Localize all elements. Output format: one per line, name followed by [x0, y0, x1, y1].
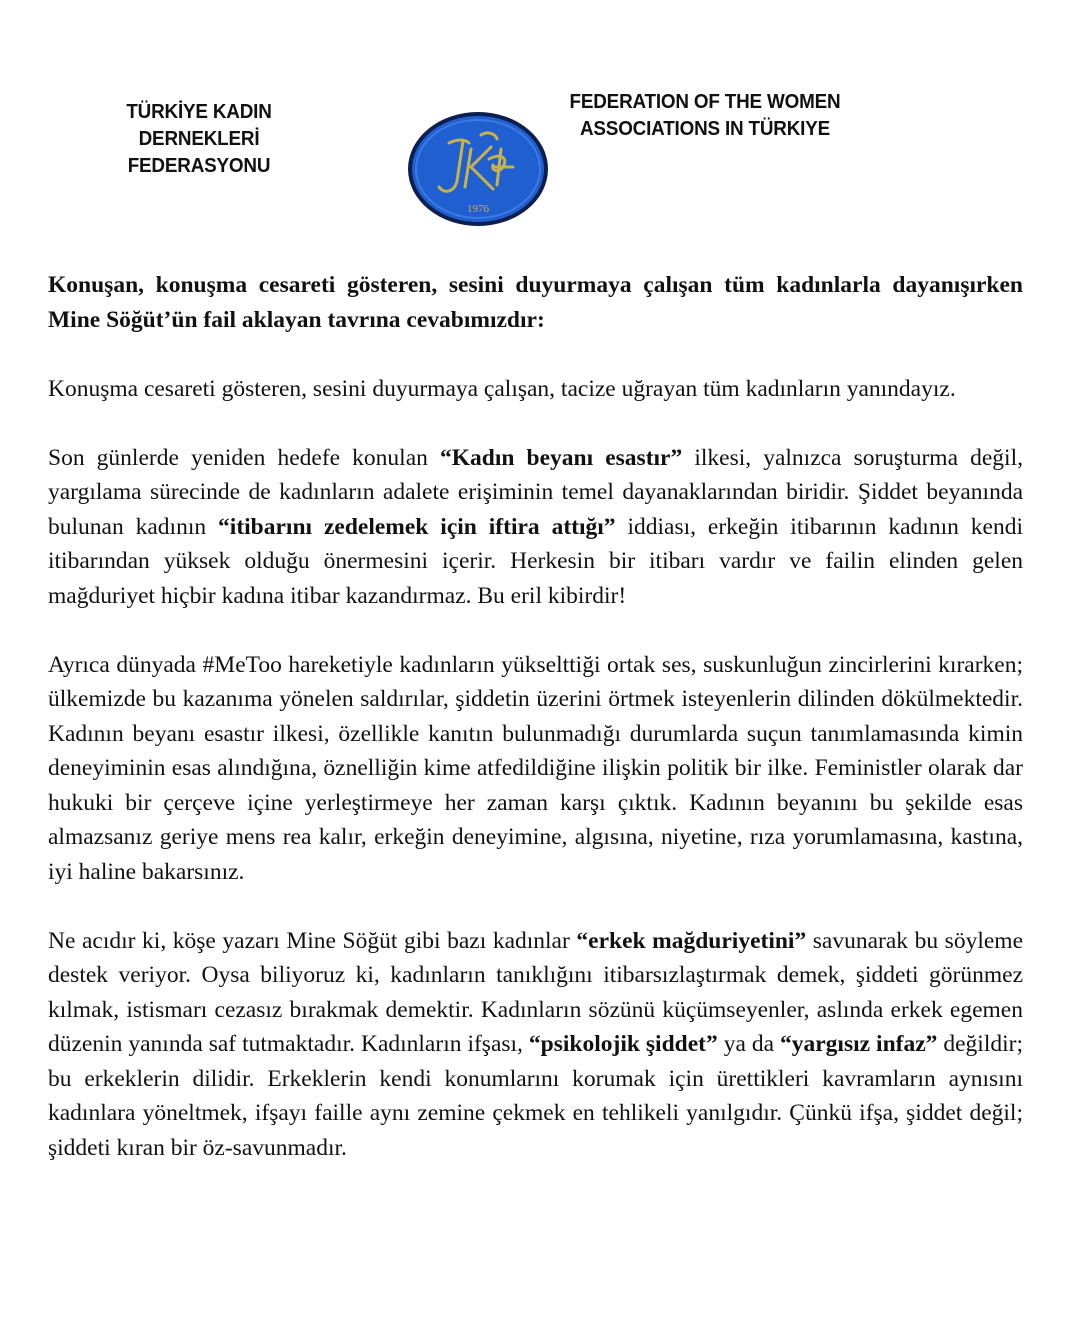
p2-text-2: ilkesi, yalnızca soruşturma değil, yargılama sürecinde de kadınların adalete erişiminin temel dayanaklarından biridir. Şiddet beyanında bulunan kadının — [48, 444, 1023, 540]
statement-body — [48, 268, 1023, 1165]
paragraph-metoo: Ayrıca dünyada #MeToo hareketiyle kadınların yükselttiği ortak ses, suskunluğun zincirlerini kırarken; ülkemizde bu kazanıma yönelen saldırılar, şiddetin üzerini örtmek isteyenlerin dilinden dökülmektedir. Kadının beyanı esastır ilkesi, özellikle kanıtın bulunmadığı durumlarda suçun tanımlamasında kimin deneyiminin esas alındığına, öznelliğin kime atfedildiğine ilişkin politik bir ilke. Feministler olarak dar hukuki bir çerçeve içine yerleştirmeye her zaman karşı çıktık. Kadının beyanını bu şekilde esas almazsanız geriye mens rea kalır, erkeğin deneyimine, algısına, niyetine, rıza yorumlamasına, kastına, iyi haline bakarsınız. — [48, 651, 1023, 885]
p4-emphasis-1: “erkek mağduriyetini” — [576, 927, 807, 954]
org-name-turkish-line2: FEDERASYONU — [127, 154, 271, 177]
p2-emphasis-2: “itibarını zedelemek için iftira attığı” — [218, 513, 616, 540]
logo-year: 1976 — [467, 203, 489, 215]
p4-text-2: savunarak bu söyleme destek veriyor. Oysa biliyoruz ki, kadınların tanıklığını itibarsızlaştırmak demek, şiddeti görünmez kılmak, istismarı cezasız bırakmak demektir. Kadınların sözünü küçümseyenler, aslında erkek egemen düzenin yanında saf tutmaktadır. Kadınların ifşası, — [48, 927, 1023, 1057]
p2-text-3: iddiası, erkeğin itibarının kadının kendi itibarından yüksek olduğu önermesini içerir. Herkesin bir itibarı vardır ve failin elinden gelen mağduriyet hiçbir kadına itibar kazandırmaz. Bu eril kibirdir! — [48, 513, 1023, 609]
p2-emphasis-1: “Kadın beyanı esastır” — [439, 444, 683, 471]
p4-text-3: ya da — [717, 1031, 780, 1057]
paragraph-womens-statement-principle — [48, 441, 1023, 614]
letterhead — [0, 0, 1080, 240]
org-name-english — [568, 88, 842, 142]
p4-emphasis-3: “yargısız infaz” — [780, 1031, 938, 1057]
p4-text-1: Ne acıdır ki, köşe yazarı Mine Söğüt gibi bazı kadınlar — [48, 927, 577, 954]
p2-text-1: Son günlerde yeniden hedefe konulan — [48, 444, 440, 471]
statement-title: Konuşan, konuşma cesareti gösteren, sesini duyurmaya çalışan tüm kadınlarla dayanışırken Mine Söğüt’ün fail aklayan tavrına cevabımızdır: — [48, 272, 1023, 333]
org-name-english-line2: ASSOCIATIONS IN TÜRKIYE — [579, 117, 831, 140]
p4-text-4: değildir; bu erkeklerin dilidir. Erkeklerin kendi konumlarını korumak için ürettikleri kavramların aynısını kadınlara yöneltmek, ifşayı faille aynı zemine çekmek en tehlikeli yanılgıdır. Çünkü ifşa, şiddet değil; şiddeti kıran bir öz-savunmadır. — [48, 1031, 1023, 1161]
p4-emphasis-2: “psikolojik şiddet” — [528, 1031, 718, 1057]
paragraph-solidarity: Konuşma cesareti gösteren, sesini duyurmaya çalışan, tacize uğrayan tüm kadınların yanındayız. — [48, 375, 956, 402]
org-name-english-line1: FEDERATION OF THE WOMEN — [569, 90, 841, 113]
org-name-turkish — [69, 98, 328, 179]
org-name-turkish-line1: TÜRKİYE KADIN DERNEKLERİ — [126, 100, 272, 150]
paragraph-response — [48, 924, 1023, 1166]
federation-logo — [405, 109, 551, 229]
